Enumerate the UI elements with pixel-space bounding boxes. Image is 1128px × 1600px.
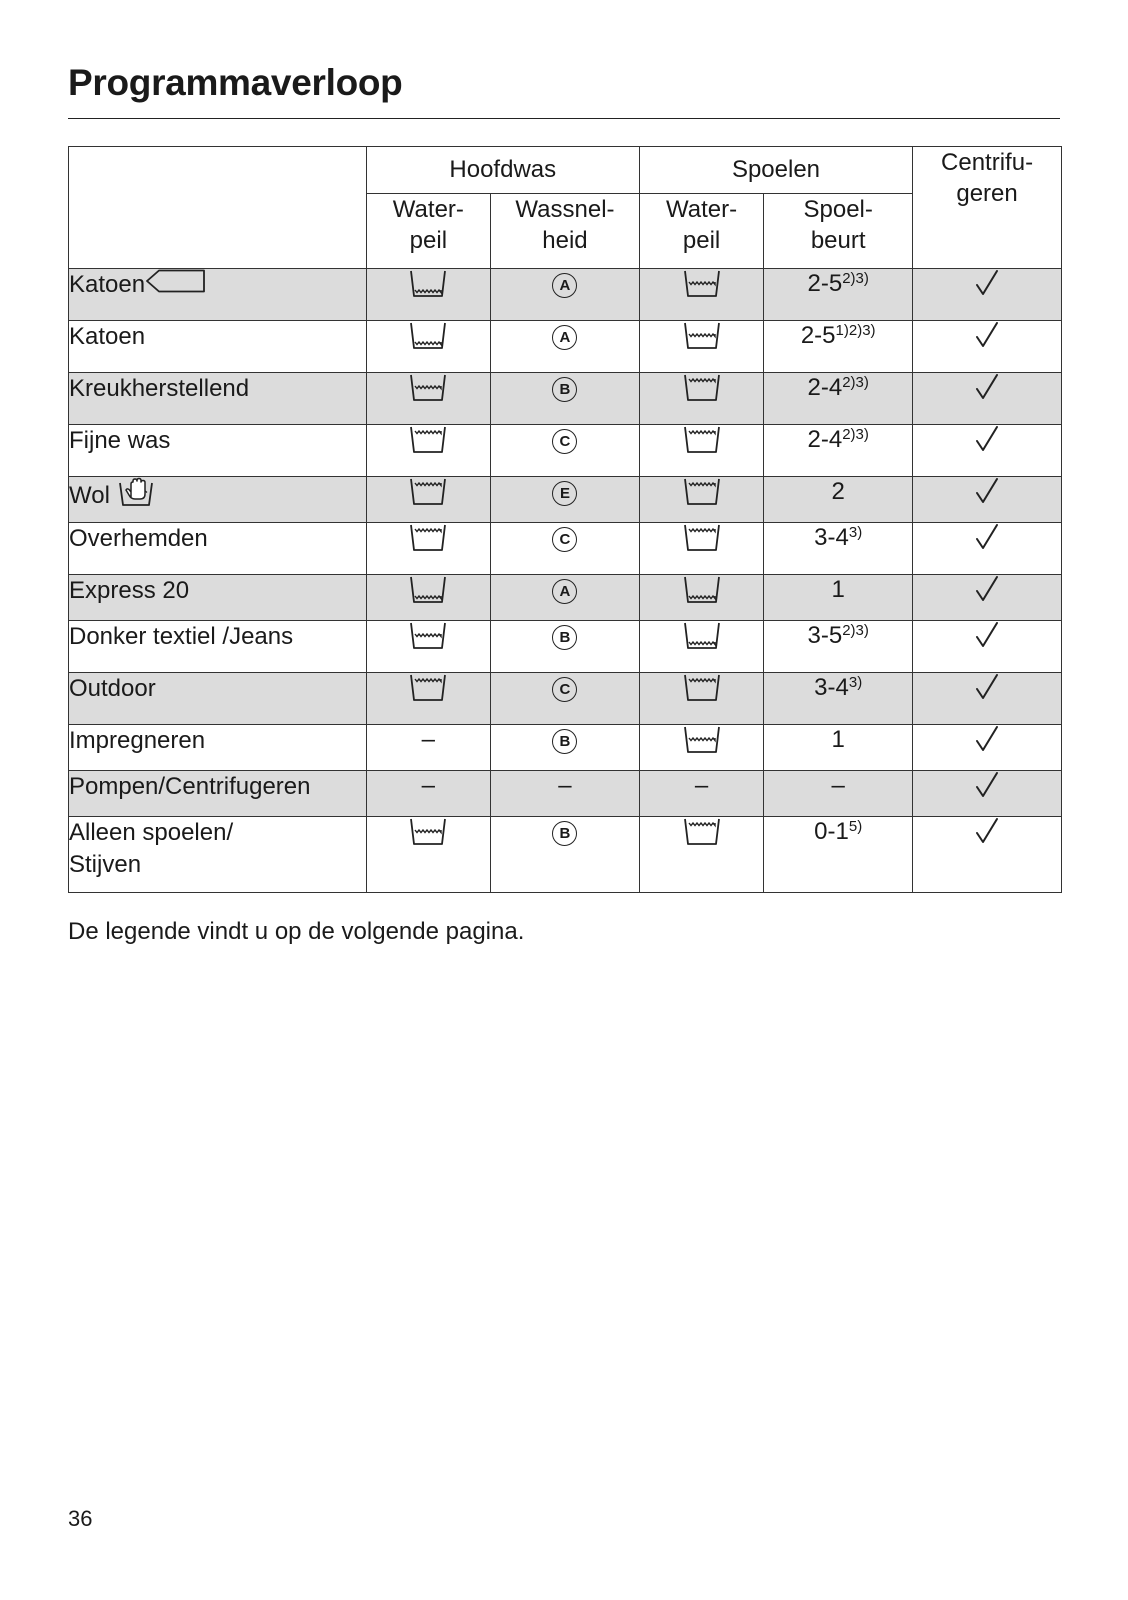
program-name-label: Donker textiel /Jeans xyxy=(69,623,294,650)
wash-speed xyxy=(491,817,640,893)
water-level-high-icon xyxy=(683,673,721,703)
wash-speed xyxy=(491,725,640,771)
dash-mark: – xyxy=(694,772,709,799)
dash-mark: – xyxy=(421,726,436,753)
water-level-high-icon xyxy=(683,373,721,403)
water-level-high-icon xyxy=(683,523,721,553)
water-level-medium-icon xyxy=(409,373,447,403)
program-row xyxy=(69,321,1062,373)
program-row xyxy=(69,523,1062,575)
rinse-count xyxy=(764,621,913,673)
header-program-empty xyxy=(69,147,367,269)
wash-speed xyxy=(491,673,640,725)
program-name-label: Wol xyxy=(69,481,110,509)
check-icon xyxy=(975,425,999,453)
main-wash-water-level xyxy=(366,725,490,771)
spin xyxy=(913,269,1062,321)
program-name xyxy=(69,575,367,621)
title-rule xyxy=(68,118,1060,119)
program-name-label: Pompen/Centrifugeren xyxy=(69,773,311,800)
rinse-count-value: 2-5 xyxy=(800,322,836,349)
rinse-water-level xyxy=(639,725,763,771)
rinse-count xyxy=(764,425,913,477)
rinse-water-level xyxy=(639,425,763,477)
rinse-water-level xyxy=(639,673,763,725)
rinse-count xyxy=(764,269,913,321)
program-row xyxy=(69,575,1062,621)
main-wash-water-level xyxy=(366,575,490,621)
water-level-medium-icon xyxy=(409,817,447,847)
wash-speed xyxy=(491,621,640,673)
footnote-ref: 2)3) xyxy=(842,374,869,391)
program-name xyxy=(69,321,367,373)
program-row xyxy=(69,817,1062,893)
program-name xyxy=(69,523,367,575)
rinse-count xyxy=(764,321,913,373)
check-icon xyxy=(975,575,999,603)
main-wash-water-level xyxy=(366,771,490,817)
program-name xyxy=(69,477,367,523)
program-name-label: Impregneren xyxy=(69,727,206,754)
program-rows xyxy=(69,269,1062,893)
program-name-label: Katoen xyxy=(69,323,146,350)
check-icon xyxy=(975,621,999,649)
speed-letter-circle: A xyxy=(552,325,577,350)
spin xyxy=(913,771,1062,817)
program-row xyxy=(69,373,1062,425)
rinse-water-level xyxy=(639,575,763,621)
check-icon xyxy=(975,725,999,753)
main-wash-water-level xyxy=(366,425,490,477)
speed-letter-circle: A xyxy=(552,273,577,298)
rinse-water-level xyxy=(639,523,763,575)
page-title: Programmaverloop xyxy=(68,62,403,103)
water-level-medium-icon xyxy=(683,321,721,351)
water-level-low-icon xyxy=(409,321,447,351)
program-name xyxy=(69,817,367,893)
rinse-count-value: 3-4 xyxy=(814,674,849,701)
rinse-count xyxy=(764,373,913,425)
wash-speed xyxy=(491,269,640,321)
footnote-ref: 2)3) xyxy=(842,270,869,287)
wash-speed xyxy=(491,425,640,477)
rinse-count-value: 2 xyxy=(831,478,845,505)
check-icon xyxy=(975,373,999,401)
main-wash-water-level xyxy=(366,477,490,523)
footnote-ref: 5) xyxy=(848,818,863,835)
check-icon xyxy=(975,321,999,349)
rinse-water-level xyxy=(639,817,763,893)
rinse-count xyxy=(764,523,913,575)
program-name xyxy=(69,771,367,817)
page-number: 36 xyxy=(68,1506,93,1531)
program-name xyxy=(69,621,367,673)
footnote-ref: 2)3) xyxy=(842,426,869,443)
check-icon xyxy=(975,771,999,799)
rinse-count-value: – xyxy=(831,772,845,799)
rinse-count xyxy=(764,725,913,771)
header-row-groups xyxy=(69,147,1062,194)
wash-speed xyxy=(491,373,640,425)
rinse-count xyxy=(764,477,913,523)
water-level-high-icon xyxy=(409,523,447,553)
rinse-count-value: 2-4 xyxy=(807,374,843,401)
main-wash-water-level xyxy=(366,817,490,893)
main-wash-water-level xyxy=(366,523,490,575)
rinse-count-value: 2-4 xyxy=(807,426,843,453)
rinse-count-value: 3-4 xyxy=(814,524,849,551)
header-centrifugeren: Centrifu- geren xyxy=(913,147,1062,269)
footnote-ref: 2)3) xyxy=(842,622,869,639)
program-name xyxy=(69,269,367,321)
speed-letter-circle: A xyxy=(552,579,577,604)
rinse-count xyxy=(764,575,913,621)
speed-letter-circle: B xyxy=(552,625,577,650)
main-wash-water-level xyxy=(366,269,490,321)
program-row xyxy=(69,673,1062,725)
wash-speed xyxy=(491,477,640,523)
main-wash-water-level xyxy=(366,373,490,425)
speed-letter-circle: C xyxy=(552,527,577,552)
main-wash-water-level xyxy=(366,621,490,673)
wash-speed xyxy=(491,523,640,575)
rinse-count-value: 1 xyxy=(831,576,845,603)
water-level-high-icon xyxy=(409,477,447,507)
speed-letter-circle: C xyxy=(552,429,577,454)
rinse-count-value: 1 xyxy=(831,726,845,753)
rinse-water-level xyxy=(639,771,763,817)
check-icon xyxy=(975,269,999,297)
dash-mark: – xyxy=(558,772,572,799)
spin xyxy=(913,621,1062,673)
legend-note: De legende vindt u op de volgende pagina. xyxy=(68,918,525,945)
spin xyxy=(913,817,1062,893)
rinse-water-level xyxy=(639,621,763,673)
check-icon xyxy=(975,523,999,551)
program-name-label: Express 20 xyxy=(69,577,190,604)
spin xyxy=(913,673,1062,725)
check-icon xyxy=(975,477,999,505)
header-spoelen: Spoelen xyxy=(639,147,912,194)
program-name-label: Fijne was xyxy=(69,427,171,454)
speed-letter-circle: B xyxy=(552,729,577,754)
spin xyxy=(913,575,1062,621)
program-name xyxy=(69,373,367,425)
water-level-low-icon xyxy=(683,621,721,651)
water-level-high-icon xyxy=(409,425,447,455)
rinse-water-level xyxy=(639,321,763,373)
eco-tag-icon xyxy=(146,269,206,302)
program-row xyxy=(69,425,1062,477)
spin xyxy=(913,321,1062,373)
main-wash-water-level xyxy=(366,321,490,373)
rinse-water-level xyxy=(639,269,763,321)
spin xyxy=(913,523,1062,575)
speed-letter-circle: B xyxy=(552,821,577,846)
program-row xyxy=(69,725,1062,771)
water-level-high-icon xyxy=(409,673,447,703)
program-name-label: Kreukherstellend xyxy=(69,375,250,402)
footnote-ref: 1)2)3) xyxy=(835,322,876,339)
wash-speed xyxy=(491,771,640,817)
water-level-low-icon xyxy=(409,575,447,605)
program-row xyxy=(69,477,1062,523)
speed-letter-circle: C xyxy=(552,677,577,702)
water-level-high-icon xyxy=(683,425,721,455)
header-hoofdwas: Hoofdwas xyxy=(366,147,639,194)
rinse-count-value: 2-5 xyxy=(807,270,843,297)
rinse-count-value: 0-1 xyxy=(814,818,849,845)
water-level-medium-icon xyxy=(683,269,721,299)
water-level-low-icon xyxy=(683,575,721,605)
program-row xyxy=(69,621,1062,673)
water-level-high-icon xyxy=(683,477,721,507)
spin xyxy=(913,477,1062,523)
header-wassnelheid: Wassnel- heid xyxy=(491,194,640,269)
water-level-low-icon xyxy=(409,269,447,299)
wash-speed xyxy=(491,575,640,621)
program-row xyxy=(69,269,1062,321)
spin xyxy=(913,373,1062,425)
main-wash-water-level xyxy=(366,673,490,725)
header-waterpeil-main: Water- peil xyxy=(366,194,490,269)
program-name-label: Overhemden xyxy=(69,525,208,552)
rinse-water-level xyxy=(639,373,763,425)
speed-letter-circle: B xyxy=(552,377,577,402)
program-row xyxy=(69,771,1062,817)
header-spoelbeurt: Spoel- beurt xyxy=(764,194,913,269)
water-level-high-icon xyxy=(683,817,721,847)
program-name xyxy=(69,425,367,477)
spin xyxy=(913,425,1062,477)
rinse-water-level xyxy=(639,477,763,523)
program-name-label: Alleen spoelen/ Stijven xyxy=(69,819,234,878)
program-table xyxy=(68,146,1062,893)
program-name-label: Katoen xyxy=(69,271,146,298)
footnote-ref: 3) xyxy=(848,524,863,541)
water-level-medium-icon xyxy=(683,725,721,755)
check-icon xyxy=(975,673,999,701)
rinse-count-value: 3-5 xyxy=(807,622,843,649)
footnote-ref: 3) xyxy=(848,674,863,691)
program-name xyxy=(69,673,367,725)
wash-speed xyxy=(491,321,640,373)
handwash-icon xyxy=(118,477,154,516)
water-level-medium-icon xyxy=(409,621,447,651)
speed-letter-circle: E xyxy=(552,481,577,506)
program-name-label: Outdoor xyxy=(69,675,156,702)
check-icon xyxy=(975,817,999,845)
program-name xyxy=(69,725,367,771)
spin xyxy=(913,725,1062,771)
dash-mark: – xyxy=(421,772,436,799)
header-waterpeil-rinse: Water- peil xyxy=(639,194,763,269)
rinse-count xyxy=(764,771,913,817)
rinse-count xyxy=(764,817,913,893)
rinse-count xyxy=(764,673,913,725)
